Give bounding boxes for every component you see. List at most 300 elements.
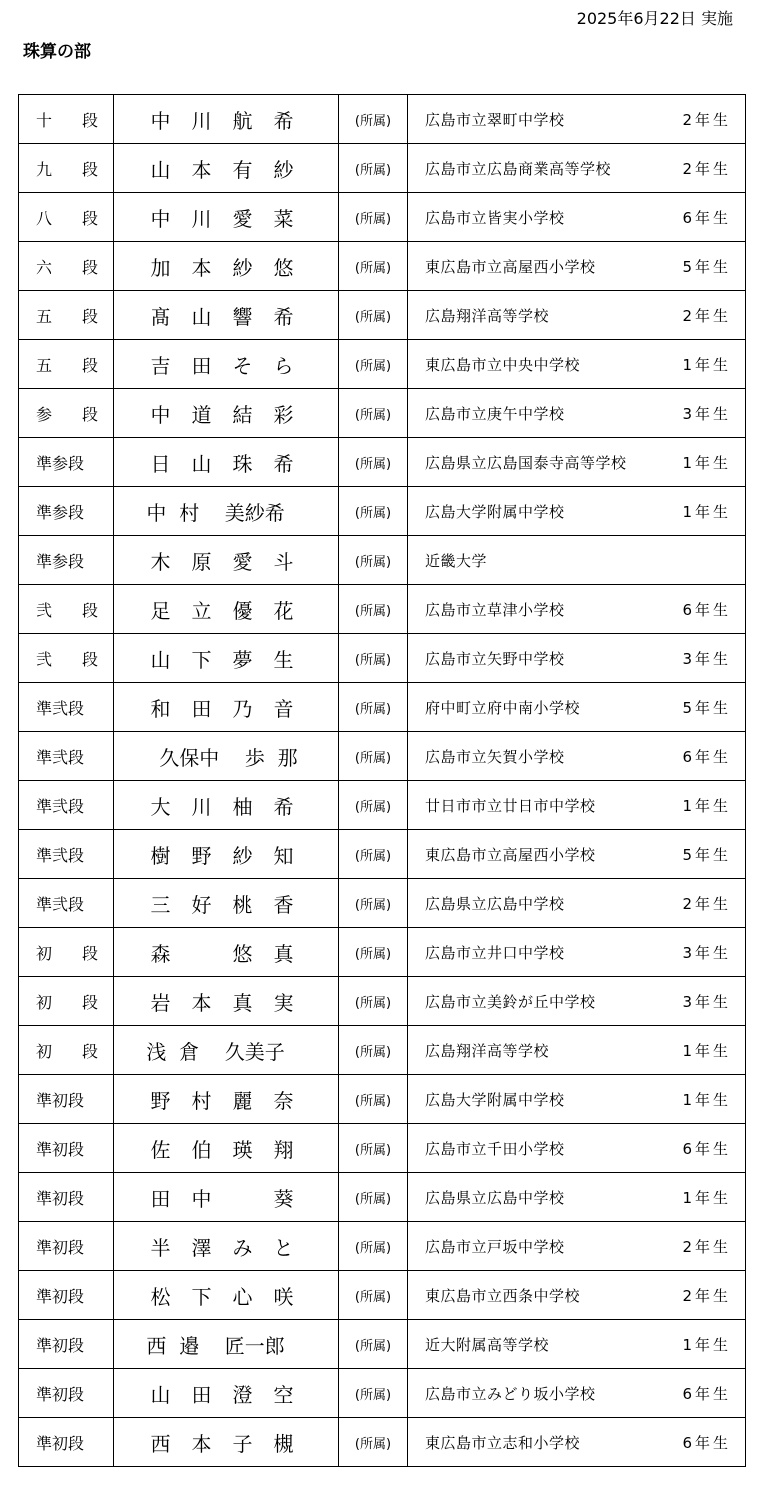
grade: 6年生 <box>682 1384 731 1403</box>
rank-text: 準初段 <box>36 1286 85 1306</box>
rank-cell <box>19 879 114 928</box>
rank-cell <box>19 1124 114 1173</box>
name-part: 匠一郎 <box>224 1333 285 1358</box>
name-part: 中 <box>150 206 171 231</box>
name-part: 大 <box>150 794 171 819</box>
affiliation-label: (所属) <box>339 683 408 732</box>
rank-text: 八 <box>36 208 53 228</box>
name-part: 奈 <box>273 1088 294 1113</box>
rank-cell <box>19 144 114 193</box>
rank-cell <box>19 1271 114 1320</box>
rank-cell <box>19 1369 114 1418</box>
rank-cell <box>19 95 114 144</box>
rank-cell <box>19 1173 114 1222</box>
table-row <box>19 879 746 928</box>
affiliation-label: (所属) <box>339 193 408 242</box>
affiliation-label: (所属) <box>339 144 408 193</box>
rank-cell <box>19 1418 114 1467</box>
name-part: 下 <box>191 647 212 672</box>
rank-text: 準初段 <box>36 1090 85 1110</box>
rank-text: 段 <box>81 355 98 375</box>
grade: 2年生 <box>682 306 731 325</box>
school-cell <box>408 144 746 193</box>
name-part: 那 <box>277 745 298 770</box>
rank-text: 段 <box>81 600 98 620</box>
name-cell <box>114 487 339 536</box>
grade: 6年生 <box>682 208 731 227</box>
name-part: 野 <box>150 1088 171 1113</box>
table-row <box>19 781 746 830</box>
table-row <box>19 683 746 732</box>
rank-cell <box>19 634 114 683</box>
name-part: 澄 <box>232 1382 253 1407</box>
rank-text: 五 <box>36 355 53 375</box>
name-cell <box>114 634 339 683</box>
table-row <box>19 340 746 389</box>
grade: 5年生 <box>682 845 731 864</box>
name-cell <box>114 1369 339 1418</box>
affiliation-label: (所属) <box>339 634 408 683</box>
table-row <box>19 1124 746 1173</box>
name-part: 知 <box>273 843 294 868</box>
school-cell <box>408 1271 746 1320</box>
rank-cell <box>19 683 114 732</box>
name-part: 彩 <box>273 402 294 427</box>
school-cell <box>408 193 746 242</box>
table-row <box>19 732 746 781</box>
grade: 6年生 <box>682 600 731 619</box>
grade: 2年生 <box>682 159 731 178</box>
name-part: 日 <box>150 451 171 476</box>
name-part: 吉 <box>150 353 171 378</box>
school-name: 東広島市立高屋西小学校 <box>425 845 596 864</box>
school-name: 広島市立みどり坂小学校 <box>425 1384 596 1403</box>
grade: 2年生 <box>682 110 731 129</box>
table-row <box>19 1222 746 1271</box>
grade: 3年生 <box>682 943 731 962</box>
name-part: 川 <box>191 108 212 133</box>
rank-cell <box>19 1222 114 1271</box>
school-cell <box>408 830 746 879</box>
name-part: 美紗希 <box>224 500 285 525</box>
rank-text: 六 <box>36 257 53 277</box>
rank-text: 準弐段 <box>36 845 85 865</box>
grade: 5年生 <box>682 698 731 717</box>
affiliation-label: (所属) <box>339 781 408 830</box>
name-part: 菜 <box>273 206 294 231</box>
grade: 3年生 <box>682 649 731 668</box>
grade: 1年生 <box>682 1188 731 1207</box>
name-part: 葵 <box>273 1186 294 1211</box>
name-part: 三 <box>150 892 171 917</box>
name-part: 好 <box>191 892 212 917</box>
rank-text: 段 <box>81 110 98 130</box>
name-part: 田 <box>191 696 212 721</box>
name-part: 原 <box>191 549 212 574</box>
name-part: 希 <box>273 794 294 819</box>
rank-text: 段 <box>81 649 98 669</box>
name-part: 希 <box>273 108 294 133</box>
school-cell <box>408 977 746 1026</box>
name-part: 山 <box>150 647 171 672</box>
rank-text: 初 <box>36 943 53 963</box>
name-part: 生 <box>273 647 294 672</box>
name-part: 音 <box>273 696 294 721</box>
school-cell <box>408 1124 746 1173</box>
name-part: 希 <box>273 451 294 476</box>
rank-cell <box>19 1320 114 1369</box>
school-cell <box>408 732 746 781</box>
grade: 1年生 <box>682 502 731 521</box>
table-row <box>19 291 746 340</box>
affiliation-label: (所属) <box>339 928 408 977</box>
rank-text: 段 <box>81 257 98 277</box>
affiliation-label: (所属) <box>339 1418 408 1467</box>
name-cell <box>114 389 339 438</box>
affiliation-label: (所属) <box>339 732 408 781</box>
name-part: 子 <box>232 1431 253 1456</box>
name-cell <box>114 781 339 830</box>
name-part: 槻 <box>273 1431 294 1456</box>
rank-text: 準初段 <box>36 1433 85 1453</box>
name-part: 中 <box>150 402 171 427</box>
table-row <box>19 830 746 879</box>
rank-text: 準初段 <box>36 1335 85 1355</box>
name-part: 紗 <box>273 157 294 182</box>
name-part: 山 <box>191 304 212 329</box>
name-cell <box>114 340 339 389</box>
school-name: 広島市立矢野中学校 <box>425 649 565 668</box>
name-part: 樹 <box>150 843 171 868</box>
school-cell <box>408 781 746 830</box>
name-part: 山 <box>191 451 212 476</box>
table-row <box>19 438 746 487</box>
rank-text: 準弐段 <box>36 796 85 816</box>
school-name: 広島県立広島中学校 <box>425 894 565 913</box>
name-part: 川 <box>191 206 212 231</box>
name-part: 歩 <box>244 745 265 770</box>
name-part: 本 <box>191 990 212 1015</box>
grade: 1年生 <box>682 355 731 374</box>
rank-text: 準参段 <box>36 551 85 571</box>
rank-cell <box>19 389 114 438</box>
school-name: 広島市立広島商業高等学校 <box>425 159 612 178</box>
school-name: 広島県立広島国泰寺高等学校 <box>425 453 627 472</box>
name-part: 響 <box>232 304 253 329</box>
grade: 3年生 <box>682 404 731 423</box>
school-name: 広島市立千田小学校 <box>425 1139 565 1158</box>
school-cell <box>408 585 746 634</box>
affiliation-label: (所属) <box>339 487 408 536</box>
name-part: 伯 <box>191 1137 212 1162</box>
grade: 1年生 <box>682 796 731 815</box>
rank-cell <box>19 585 114 634</box>
table-row <box>19 536 746 585</box>
name-part: 半 <box>150 1235 171 1260</box>
name-cell <box>114 879 339 928</box>
name-part: 森 <box>150 941 171 966</box>
table-row <box>19 634 746 683</box>
affiliation-label: (所属) <box>339 879 408 928</box>
table-row <box>19 95 746 144</box>
name-cell <box>114 1026 339 1075</box>
name-part: 澤 <box>191 1235 212 1260</box>
rank-text: 準弐段 <box>36 894 85 914</box>
name-part: 心 <box>232 1284 253 1309</box>
school-cell <box>408 487 746 536</box>
name-part: 久保中 <box>159 745 220 770</box>
school-name: 東広島市立西条中学校 <box>425 1286 581 1305</box>
name-cell <box>114 291 339 340</box>
rank-cell <box>19 438 114 487</box>
table-row <box>19 389 746 438</box>
rank-cell <box>19 928 114 977</box>
school-cell <box>408 634 746 683</box>
name-cell <box>114 193 339 242</box>
affiliation-label: (所属) <box>339 389 408 438</box>
name-part: 優 <box>232 598 253 623</box>
rank-cell <box>19 487 114 536</box>
rank-text: 準弐段 <box>36 747 85 767</box>
name-part: 川 <box>191 794 212 819</box>
name-part: 真 <box>232 990 253 1015</box>
rank-cell <box>19 732 114 781</box>
rank-text: 段 <box>81 992 98 1012</box>
name-part: 倉 <box>179 1039 200 1064</box>
name-part: ら <box>273 353 294 378</box>
name-cell <box>114 928 339 977</box>
rank-cell <box>19 781 114 830</box>
name-part: 田 <box>191 353 212 378</box>
school-cell <box>408 879 746 928</box>
table-row <box>19 1026 746 1075</box>
name-part: 村 <box>191 1088 212 1113</box>
rank-cell <box>19 1075 114 1124</box>
school-name: 東広島市立中央中学校 <box>425 355 581 374</box>
name-part: 和 <box>150 696 171 721</box>
school-name: 広島市立井口中学校 <box>425 943 565 962</box>
table-row <box>19 1271 746 1320</box>
name-cell <box>114 536 339 585</box>
name-part: 有 <box>232 157 253 182</box>
name-part: 松 <box>150 1284 171 1309</box>
name-part: 翔 <box>273 1137 294 1162</box>
name-part: 下 <box>191 1284 212 1309</box>
school-cell <box>408 1369 746 1418</box>
name-part: 紗 <box>232 843 253 868</box>
name-part: 航 <box>232 108 253 133</box>
name-part: 花 <box>273 598 294 623</box>
rank-text: 準弐段 <box>36 698 85 718</box>
name-cell <box>114 732 339 781</box>
table-row <box>19 585 746 634</box>
affiliation-label: (所属) <box>339 242 408 291</box>
name-cell <box>114 1271 339 1320</box>
name-part: 本 <box>191 255 212 280</box>
school-cell <box>408 1173 746 1222</box>
affiliation-label: (所属) <box>339 1124 408 1173</box>
school-cell <box>408 928 746 977</box>
name-part: 乃 <box>232 696 253 721</box>
school-name: 東広島市立高屋西小学校 <box>425 257 596 276</box>
school-name: 広島市立矢賀小学校 <box>425 747 565 766</box>
name-cell <box>114 1124 339 1173</box>
name-part: そ <box>232 353 253 378</box>
school-name: 広島市立戸坂中学校 <box>425 1237 565 1256</box>
rank-text: 九 <box>36 159 53 179</box>
grade: 2年生 <box>682 894 731 913</box>
school-cell <box>408 242 746 291</box>
name-cell <box>114 585 339 634</box>
school-cell <box>408 1075 746 1124</box>
name-part: 瑛 <box>232 1137 253 1162</box>
name-part: 足 <box>150 598 171 623</box>
section-title: 珠算の部 <box>23 42 91 62</box>
rank-text: 準参段 <box>36 453 85 473</box>
name-cell <box>114 1320 339 1369</box>
name-part: 珠 <box>232 451 253 476</box>
school-name: 広島市立庚午中学校 <box>425 404 565 423</box>
name-part: 西 <box>150 1431 171 1456</box>
affiliation-label: (所属) <box>339 95 408 144</box>
affiliation-label: (所属) <box>339 1173 408 1222</box>
name-part: 西 <box>146 1333 167 1358</box>
name-part: 柚 <box>232 794 253 819</box>
school-name: 広島市立草津小学校 <box>425 600 565 619</box>
name-cell <box>114 438 339 487</box>
school-name: 広島市立皆実小学校 <box>425 208 565 227</box>
name-part: 岩 <box>150 990 171 1015</box>
name-part: 久美子 <box>224 1039 285 1064</box>
affiliation-label: (所属) <box>339 438 408 487</box>
grade: 5年生 <box>682 257 731 276</box>
school-cell <box>408 536 746 585</box>
name-part: 本 <box>191 157 212 182</box>
name-part: 田 <box>150 1186 171 1211</box>
name-part: 野 <box>191 843 212 868</box>
name-cell <box>114 1222 339 1271</box>
table-row <box>19 193 746 242</box>
grade: 1年生 <box>682 1335 731 1354</box>
rank-cell <box>19 291 114 340</box>
name-part: 希 <box>273 304 294 329</box>
table-row <box>19 1418 746 1467</box>
rank-cell <box>19 242 114 291</box>
name-part: 邉 <box>179 1333 200 1358</box>
school-name: 広島県立広島中学校 <box>425 1188 565 1207</box>
rank-text: 弐 <box>36 649 53 669</box>
school-name: 広島翔洋高等学校 <box>425 306 550 325</box>
name-cell <box>114 95 339 144</box>
name-part: 桃 <box>232 892 253 917</box>
affiliation-label: (所属) <box>339 1271 408 1320</box>
rank-text: 準初段 <box>36 1384 85 1404</box>
name-part: 真 <box>273 941 294 966</box>
name-part: 結 <box>232 402 253 427</box>
table-row <box>19 144 746 193</box>
rank-text: 十 <box>36 110 53 130</box>
name-cell <box>114 242 339 291</box>
school-cell <box>408 291 746 340</box>
school-cell <box>408 389 746 438</box>
school-cell <box>408 340 746 389</box>
name-part <box>181 938 222 967</box>
name-part: み <box>232 1235 253 1260</box>
name-part: 愛 <box>232 549 253 574</box>
exam-date: 2025年6月22日 実施 <box>576 9 733 28</box>
school-cell <box>408 1320 746 1369</box>
grade: 1年生 <box>682 453 731 472</box>
school-cell <box>408 438 746 487</box>
name-part: 紗 <box>232 255 253 280</box>
name-part: 悠 <box>232 941 253 966</box>
rank-text: 準初段 <box>36 1188 85 1208</box>
name-part <box>222 1183 263 1212</box>
school-cell <box>408 1026 746 1075</box>
table-row <box>19 928 746 977</box>
grade: 2年生 <box>682 1286 731 1305</box>
affiliation-label: (所属) <box>339 291 408 340</box>
table-row <box>19 487 746 536</box>
name-cell <box>114 1418 339 1467</box>
name-part: 麗 <box>232 1088 253 1113</box>
school-name: 広島翔洋高等学校 <box>425 1041 550 1060</box>
name-part: 咲 <box>273 1284 294 1309</box>
table-row <box>19 242 746 291</box>
school-name: 府中町立府中南小学校 <box>425 698 581 717</box>
grade: 6年生 <box>682 1433 731 1452</box>
grade: 1年生 <box>682 1090 731 1109</box>
name-part: 木 <box>150 549 171 574</box>
name-part: 実 <box>273 990 294 1015</box>
rank-text: 準初段 <box>36 1139 85 1159</box>
rank-text: 段 <box>81 404 98 424</box>
school-name: 近大附属高等学校 <box>425 1335 550 1354</box>
name-cell <box>114 683 339 732</box>
rank-text: 参 <box>36 404 53 424</box>
name-part: 山 <box>150 157 171 182</box>
affiliation-label: (所属) <box>339 977 408 1026</box>
rank-cell <box>19 977 114 1026</box>
table-row <box>19 1173 746 1222</box>
grade: 1年生 <box>682 1041 731 1060</box>
school-cell <box>408 1418 746 1467</box>
table-row <box>19 977 746 1026</box>
rank-cell <box>19 830 114 879</box>
affiliation-label: (所属) <box>339 536 408 585</box>
rank-cell <box>19 340 114 389</box>
name-part: 夢 <box>232 647 253 672</box>
name-part: 田 <box>191 1382 212 1407</box>
name-part: 髙 <box>150 304 171 329</box>
rank-text: 準参段 <box>36 502 85 522</box>
rank-cell <box>19 193 114 242</box>
school-name: 近畿大学 <box>425 551 488 570</box>
name-part: 愛 <box>232 206 253 231</box>
name-cell <box>114 144 339 193</box>
results-table <box>18 94 746 1467</box>
affiliation-label: (所属) <box>339 1369 408 1418</box>
name-part: 村 <box>179 500 200 525</box>
name-part: 本 <box>191 1431 212 1456</box>
name-part: 悠 <box>273 255 294 280</box>
affiliation-label: (所属) <box>339 585 408 634</box>
school-name: 廿日市市立廿日市中学校 <box>425 796 596 815</box>
name-cell <box>114 830 339 879</box>
name-cell <box>114 1173 339 1222</box>
school-name: 広島大学附属中学校 <box>425 502 565 521</box>
rank-text: 五 <box>36 306 53 326</box>
